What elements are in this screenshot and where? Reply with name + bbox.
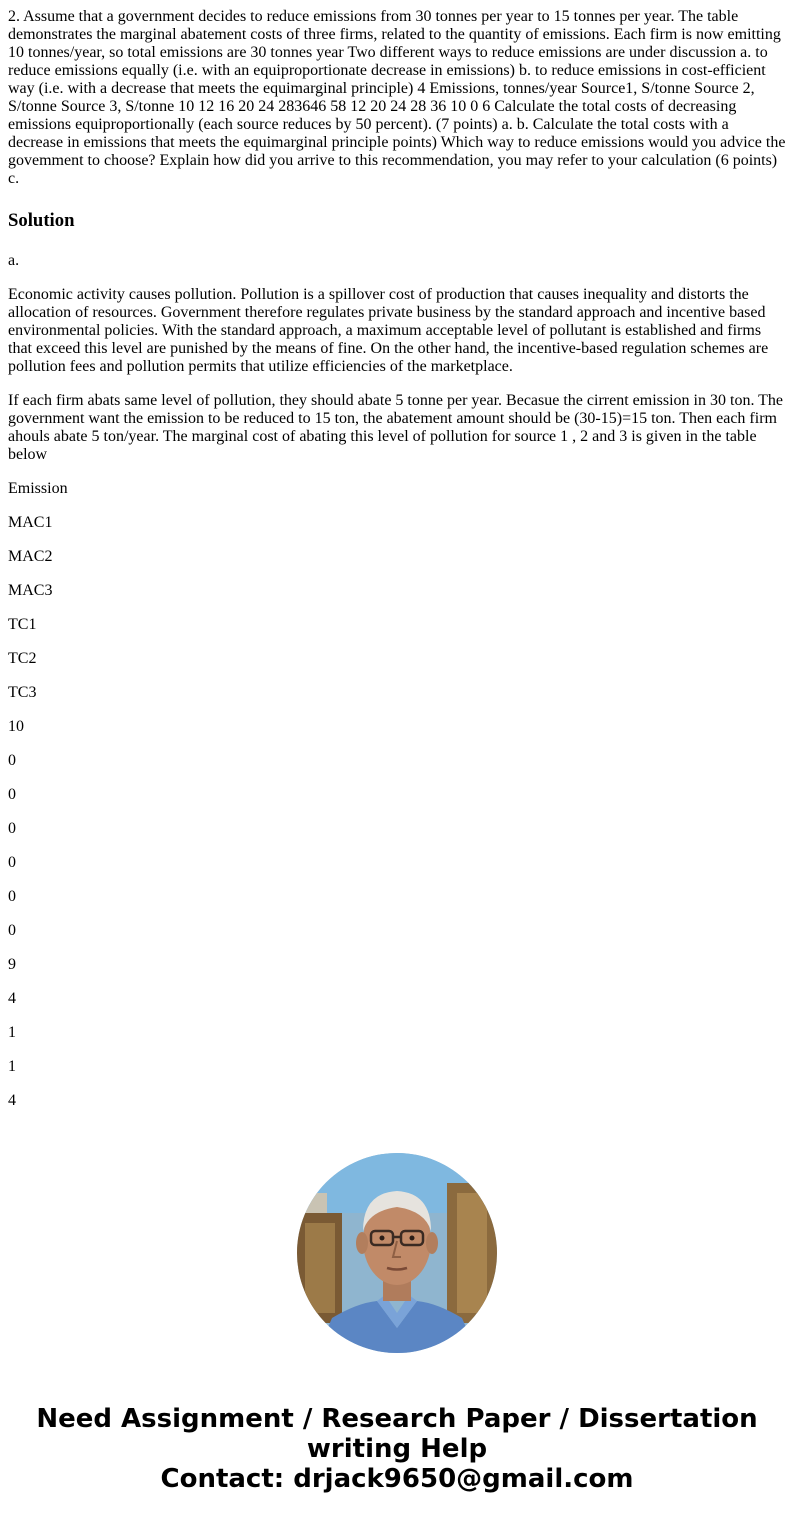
- table-cell: TC1: [8, 616, 37, 633]
- table-cell: 0: [8, 922, 16, 939]
- table-cell: 4: [8, 1092, 16, 1109]
- table-cell: 0: [8, 854, 16, 871]
- part-label: a.: [8, 252, 20, 269]
- table-cell: MAC1: [8, 514, 53, 531]
- banner-line-2: writing Help: [306, 1434, 488, 1464]
- table-cell: 9: [8, 956, 16, 973]
- document-body: [8, 8, 786, 1110]
- table-cell: 4: [8, 990, 16, 1007]
- table-cell: TC2: [8, 650, 37, 667]
- author-portrait-image: [297, 1153, 497, 1353]
- banner-line-1: Need Assignment / Research Paper / Dissertation: [36, 1404, 758, 1434]
- table-cell: MAC2: [8, 548, 53, 565]
- table-cell: 0: [8, 752, 16, 769]
- table-cell: 0: [8, 786, 16, 803]
- table-cell: MAC3: [8, 582, 53, 599]
- table-cell: 0: [8, 820, 16, 837]
- table-cell: 10: [8, 718, 24, 735]
- table-cell: 1: [8, 1024, 16, 1041]
- table-cell: 0: [8, 888, 16, 905]
- table-cell: 1: [8, 1058, 16, 1075]
- paragraph-abatement: If each firm abats same level of pollution, they should abate 5 tonne per year. Becasue the cirrent emission in 30 ton. The government want the emission to be reduced to 15 ton, the abatement amount should be (30-15)=15 ton. Then each firm ahouls abate 5 ton/year. The marginal cost of abating this level of pollution for source 1 , 2 and 3 is given in the table below: [8, 392, 784, 463]
- promo-banner: [0, 1404, 794, 1494]
- paragraph-intro: Economic activity causes pollution. Pollution is a spillover cost of production that causes inequality and distorts the allocation of resources. Government therefore regulates private business by the standard approach and incentive based environmental policies. With the standard approach, a maximum acceptable level of pollutant is established and firms that exceed this level are punished by the means of fine. On the other hand, the incentive-based regulation schemes are pollution fees and pollution permits that utilize efficiencies of the marketplace.: [8, 286, 769, 375]
- table-cell: TC3: [8, 684, 37, 701]
- solution-heading: Solution: [8, 210, 75, 231]
- author-photo: [297, 1153, 497, 1353]
- banner-contact: Contact: drjack9650@gmail.com: [160, 1464, 634, 1494]
- table-cell-list: [8, 480, 786, 1110]
- question-text: 2. Assume that a government decides to reduce emissions from 30 tonnes per year to 15 tonnes per year. The table demonstrates the marginal abatement costs of three firms, related to the quantity of emissions. Each firm is now emitting 10 tonnes/year, so total emissions are 30 tonnes year Two different ways to reduce emissions are under discussion a. to reduce emissions equally (i.e. with an equiproportionate decrease in emissions) b. to reduce emissions in cost-efficient way (i.e. with a decrease that meets the equimarginal principle) 4 Emissions, tonnes/year Source1, S/tonne Source 2, S/tonne Source 3, S/tonne 10 12 16 20 24 283646 58 12 20 24 28 36 10 0 6 Calculate the total costs of decreasing emissions equiproportionally (each source reduces by 50 percent). (7 points) a. b. Calculate the total costs with a decrease in emissions that meets the equimarginal principle points) Which way to reduce emissions would you advice the govemment to choose? Explain how did you arrive to this recommendation, you may refer to your calculation (6 points) c.: [8, 8, 786, 187]
- table-cell: Emission: [8, 480, 68, 497]
